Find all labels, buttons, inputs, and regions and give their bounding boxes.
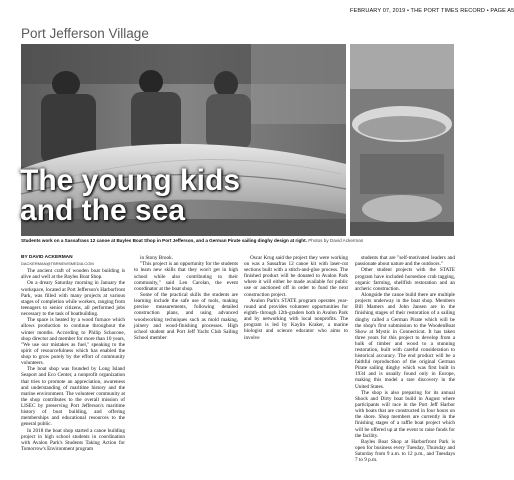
- page-header: FEBRUARY 07, 2019 • THE PORT TIMES RECORD • PAGE A5: [350, 8, 514, 14]
- paragraph: The space is heated by a wood furnace which allows production to continue throughout the winter months. According to Philip Schacone, shop director and member for more than 10 years, "We use our mistakes as fuel," speaking to the spirit of resourcefulness which has enabled the shop to grow purely by the effort of community volunteers.: [21, 317, 125, 366]
- paragraph: The shop is also preparing for its annual Shock and Dirty boat build in August where participants will race in the Port Jeff Harbor with boats that are constructed in four hours on the shore. Shop members are currently in the finishing stages of a raffle boat project which will be offered up at the event to raise funds for the facility.: [355, 389, 455, 439]
- article-column-2: [134, 255, 238, 341]
- paragraph: Bayles Boat Shop at Harborfront Park is open for business every Tuesday, Thursday and Saturday from 9 a.m. to 12 p.m., and Tuesdays 7 to 9 p.m.: [355, 439, 455, 464]
- paragraph: In 2018 the boat shop started a canoe building project in high school students in coordination with Avalon Park's Students Taking Action for Tomorrow's Environment program: [21, 427, 125, 452]
- headline-line-2: and the sea: [20, 194, 186, 227]
- paragraph: On a dreary Saturday morning in January the workspace, located at Port Jefferson's Harborfront Park, was filled with many projects at various stages of completion while workers, ranging from teenagers to senior citizens, all performed jobs necessary to the task of boatbuilding.: [21, 280, 125, 317]
- photo-caption: [21, 238, 461, 243]
- section-title: Port Jefferson Village: [21, 26, 149, 41]
- paragraph: Avalon Park's STATE program operates year-round and provides volunteer opportunities for eighth- through 12th-graders both in Avalon Park and by networking with local nonprofits. The program is led by Kaylin Kraker, a marine biologist and science educator who aims to involve: [244, 297, 348, 341]
- paragraph: Alongside the canoe build there are multiple projects underway in the boat shop. Members Bill Mamers and John Jansen are in the finishing stages of their restoration of a sailing dinghy called a German Pirate which will be the shop's first submission to the WoodenBoat Show at Mystic in Connecticut. It has taken three years for this project to develop from a hulk of timber and wood to a stunning restoration, built with careful consideration to historical accuracy. The end product will be a faithful reproduction of the original German Pirate sailing dinghy which was first built in 1934 and is usually found only in Europe, making this model a rare discovery in the United States.: [355, 292, 455, 390]
- photo-credit: Photos by David Ackerman: [308, 238, 364, 243]
- article-column-3: [244, 255, 348, 341]
- paragraph: Other student projects with the STATE program have included horseshoe crab tagging, organic farming, shellfish restoration and an archeric construction.: [355, 267, 455, 292]
- paragraph: The ancient craft of wooden boat building is alive and well at the Bayles Boat Shop.: [21, 268, 125, 281]
- article-column-1: [21, 268, 125, 452]
- paragraph: in Stony Brook.: [140, 255, 174, 261]
- paragraph: The boat shop was founded by Long Island Seaport and Eco Center, a nonprofit organization that tries to promote an appreciation, awareness and understanding of maritime history and the marine environment. The volunteer community at the shop contributes to the overall mission of LISEC by preserving Port Jefferson's maritime history of boat building, and offering memberships and educational resources to the general public.: [21, 366, 125, 428]
- author-email: DACKERMAN@TBRNEWSMEDIA.COM: [21, 261, 94, 266]
- caption-text: Students work on a Sassafrass 12 canoe at Bayles Boat Shop in Port Jefferson, and a German Pirate sailing dinghy design at right.: [21, 238, 307, 243]
- paragraph: Oscar Krug said the project they were working on was a Sassafras 12 canoe kit with laser-cut sections built with a stitch-and-glue process. The finished product will be donated to Avalon Park where it will either be made available for public use or auctioned off in order to fund the next construction project.: [244, 255, 348, 298]
- paragraph: Some of the practical skills the students are learning include the safe use of tools, making precise measurements, following detailed construction plans, and using advanced woodworking techniques such as mold making, joinery and wood-finishing processes. High school student and Port Jeff Yacht Club Sailing School member: [134, 292, 238, 341]
- headline-line-1: The young kids: [20, 164, 241, 197]
- side-photo: [350, 44, 454, 236]
- paragraph: "This project is an opportunity for the students to learn new skills that they won't get in high school while also contributing to their community," said Len Carolan, the event coordinator at the boat shop.: [134, 261, 238, 292]
- article-column-4: [355, 255, 455, 464]
- dinghy-photo-graphic: [350, 44, 454, 236]
- headline: [20, 166, 360, 226]
- paragraph: students that are "self-motivated leaders and passionate about nature and the outdoors.": [355, 255, 455, 268]
- byline: BY DAVID ACKERMAN: [21, 255, 73, 260]
